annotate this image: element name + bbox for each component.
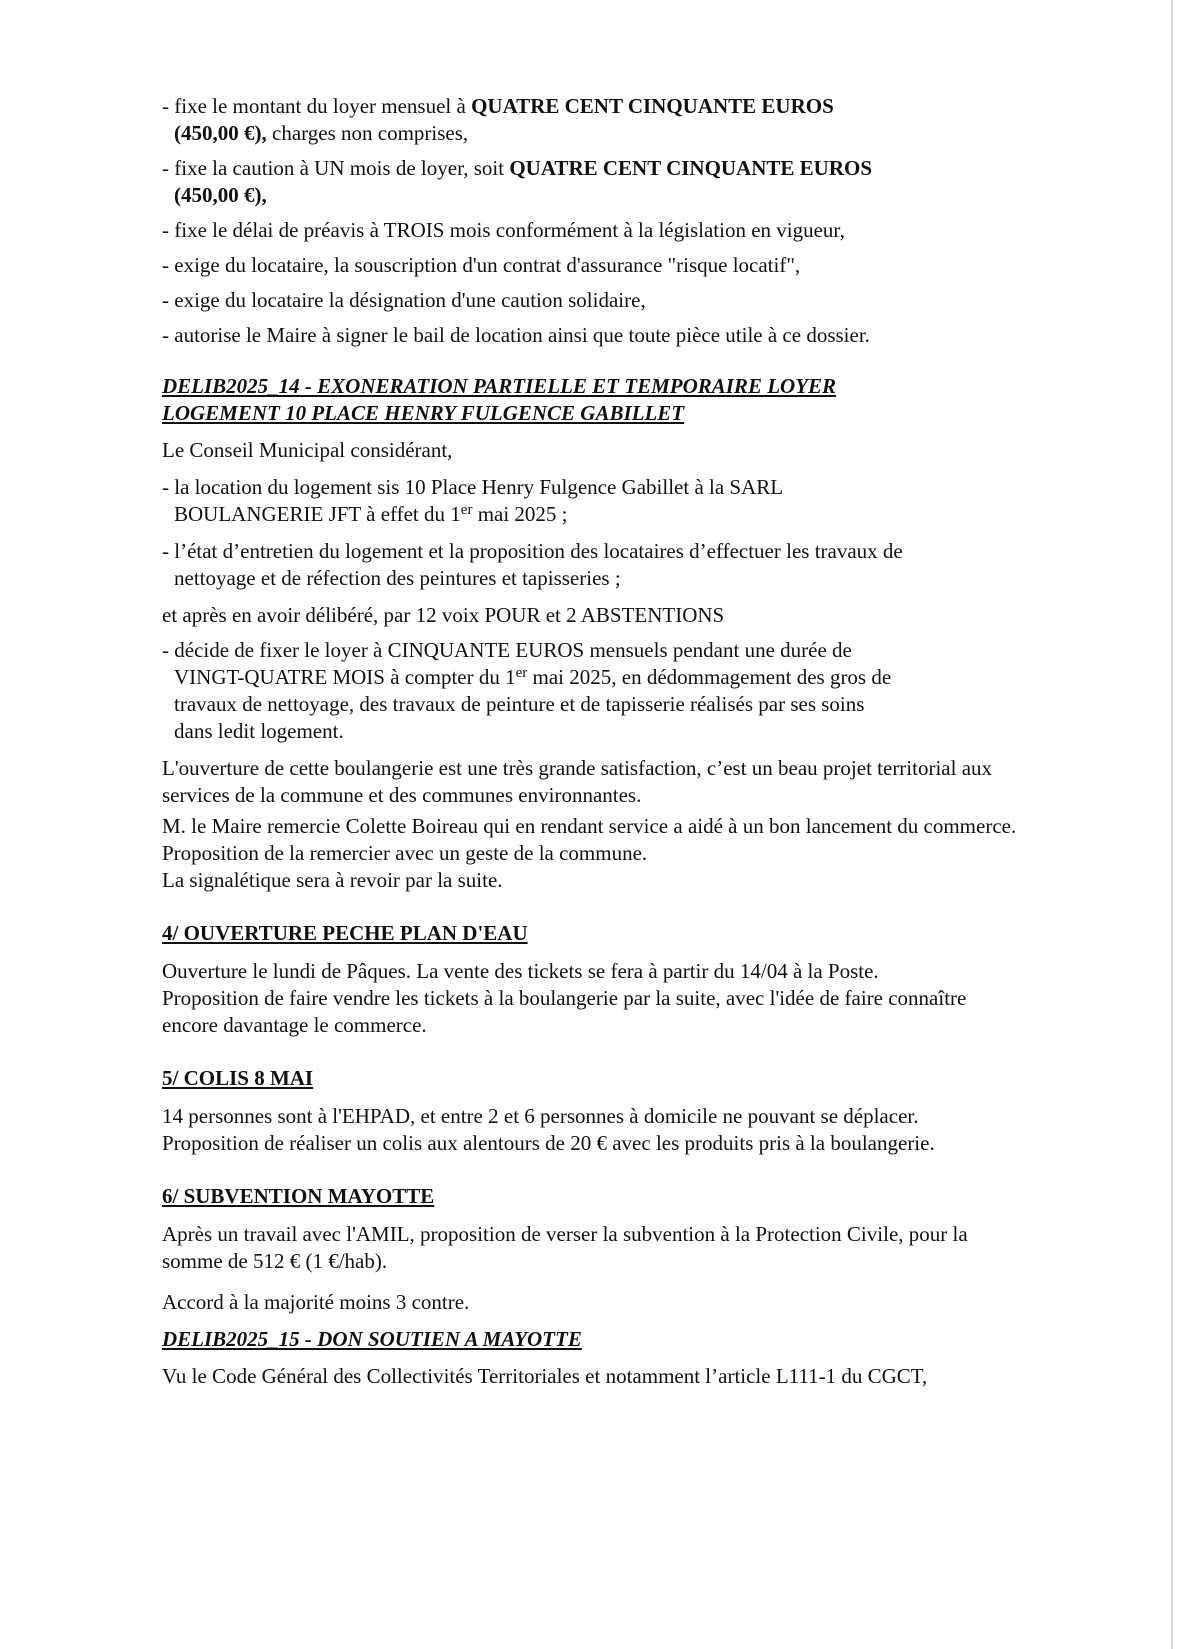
notice-clause: - fixe le délai de préavis à TROIS mois conformément à la législation en vigueur, — [162, 218, 845, 242]
decide-line2-end: mai 2025, en dédommagement des gros de — [527, 665, 892, 689]
delib14-consider1 — [162, 474, 1022, 528]
section6-title: 6/ SUBVENTION MAYOTTE — [162, 1184, 435, 1208]
delib15-title: DELIB2025_15 - DON SOUTIEN A MAYOTTE — [162, 1327, 582, 1351]
delib14-vote: et après en avoir délibéré, par 12 voix POUR et 2 ABSTENTIONS — [162, 603, 725, 627]
page-content — [162, 93, 1022, 1400]
authorize-clause: - autorise le Maire à signer le bail de location ainsi que toute pièce utile à ce dossier. — [162, 323, 870, 347]
section4-text2: Proposition de faire vendre les tickets à la boulangerie par la suite, avec l'idée de faire connaître encore davantage le commerce. — [162, 986, 967, 1037]
delib14-comment1: L'ouverture de cette boulangerie est une très grande satisfaction, c’est un beau projet territorial aux services de la commune et des communes environnantes. — [162, 756, 993, 807]
consider2-line2: nettoyage et de réfection des peintures et tapisseries ; — [174, 566, 621, 590]
decide-line4: dans ledit logement. — [174, 719, 344, 743]
delib14-title-line2: LOGEMENT 10 PLACE HENRY FULGENCE GABILLET — [162, 401, 685, 425]
consider2-line1: - l’état d’entretien du logement et la proposition des locataires d’effectuer les travaux de — [162, 539, 903, 563]
consider1-line2: BOULANGERIE JFT à effet du 1 — [174, 502, 461, 526]
deposit-amount-words: QUATRE CENT CINQUANTE EUROS — [509, 156, 873, 180]
section6-text1: Après un travail avec l'AMIL, proposition de verser la subvention à la Protection Civile, pour la somme de 512 € (1 €/hab). — [162, 1222, 968, 1273]
decide-line2: VINGT-QUATRE MOIS à compter du 1 — [174, 665, 516, 689]
deposit-amount-figures: (450,00 €), — [174, 183, 267, 207]
consider1-sup: er — [460, 502, 473, 518]
delib14-consider2 — [162, 538, 1022, 592]
delib15-text1: Vu le Code Général des Collectivités Territoriales et notamment l’article L111-1 du CGCT, — [162, 1364, 928, 1388]
section4-title: 4/ OUVERTURE PECHE PLAN D'EAU — [162, 921, 528, 945]
decide-line1: - décide de fixer le loyer à CINQUANTE EUROS mensuels pendant une durée de — [162, 638, 852, 662]
section5-text1: 14 personnes sont à l'EHPAD, et entre 2 et 6 personnes à domicile ne pouvant se déplacer. — [162, 1104, 919, 1128]
deposit-prefix: - fixe la caution à UN mois de loyer, soit — [162, 156, 510, 180]
insurance-clause: - exige du locataire, la souscription d'un contrat d'assurance "risque locatif", — [162, 253, 801, 277]
delib14-decision — [162, 637, 1022, 745]
guarantor-clause: - exige du locataire la désignation d'une caution solidaire, — [162, 288, 646, 312]
decide-line3: travaux de nettoyage, des travaux de peinture et de tapisserie réalisés par ses soins — [174, 692, 865, 716]
delib14-comment2: M. le Maire remercie Colette Boireau qui en rendant service a aidé à un bon lancement du commerce. Proposition de la remercier avec un geste de la commune. — [162, 814, 1017, 865]
page-edge — [1171, 0, 1173, 1649]
rent-amount-words: QUATRE CENT CINQUANTE EUROS — [471, 94, 834, 118]
section4-text1: Ouverture le lundi de Pâques. La vente des tickets se fera à partir du 14/04 à la Poste. — [162, 959, 879, 983]
delib14-comment3: La signalétique sera à revoir par la suite. — [162, 868, 503, 892]
delib14-title — [162, 373, 1022, 427]
decide-sup: er — [515, 665, 528, 681]
section5-text2: Proposition de réaliser un colis aux alentours de 20 € avec les produits pris à la boulangerie. — [162, 1131, 935, 1155]
delib14-title-line1: DELIB2025_14 - EXONERATION PARTIELLE ET TEMPORAIRE LOYER — [162, 374, 837, 398]
deposit-clause — [162, 155, 1022, 209]
consider1-line1: - la location du logement sis 10 Place Henry Fulgence Gabillet à la SARL — [162, 475, 784, 499]
rent-suffix: charges non comprises, — [266, 121, 469, 145]
rent-prefix: - fixe le montant du loyer mensuel à — [162, 94, 472, 118]
section5-title: 5/ COLIS 8 MAI — [162, 1066, 314, 1090]
delib14-intro: Le Conseil Municipal considérant, — [162, 438, 453, 462]
rent-amount-figures: (450,00 €), — [174, 121, 267, 145]
section6-text2: Accord à la majorité moins 3 contre. — [162, 1290, 470, 1314]
consider1-line2-end: mai 2025 ; — [472, 502, 568, 526]
rent-clause — [162, 93, 1022, 147]
